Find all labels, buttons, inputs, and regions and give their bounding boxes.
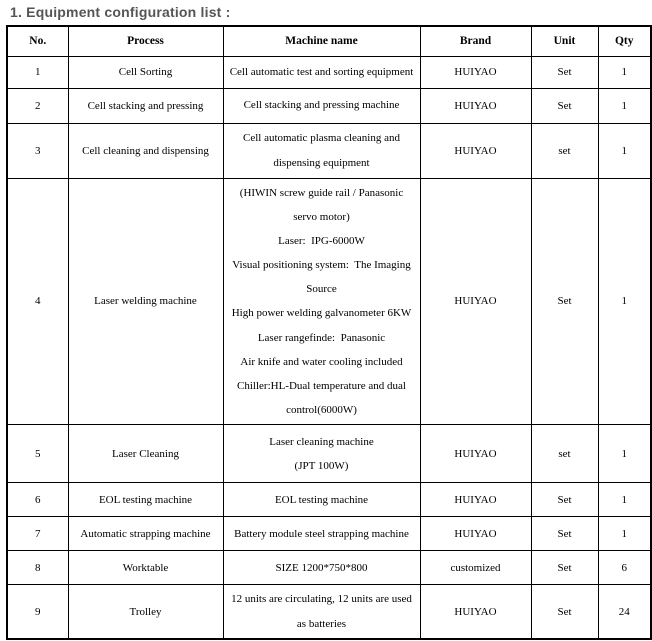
- cell-no: 5: [7, 425, 68, 483]
- column-header-machine-name: Machine name: [223, 26, 420, 56]
- cell-qty: 1: [598, 517, 651, 551]
- cell-process: Worktable: [68, 551, 223, 585]
- cell-brand: HUIYAO: [420, 483, 531, 517]
- cell-machine-name: Cell automatic test and sorting equipment: [223, 56, 420, 88]
- cell-machine-name: Battery module steel strapping machine: [223, 517, 420, 551]
- cell-process: Laser welding machine: [68, 178, 223, 425]
- table-row: [7, 178, 651, 425]
- column-header-no: No.: [7, 26, 68, 56]
- cell-no: 6: [7, 483, 68, 517]
- page-title: 1. Equipment configuration list :: [10, 4, 231, 20]
- column-header-brand: Brand: [420, 26, 531, 56]
- cell-brand: HUIYAO: [420, 88, 531, 123]
- cell-qty: 1: [598, 88, 651, 123]
- cell-brand: HUIYAO: [420, 123, 531, 178]
- cell-no: 7: [7, 517, 68, 551]
- column-header-process: Process: [68, 26, 223, 56]
- machine-spec-line: High power welding galvanometer 6KW: [231, 307, 412, 320]
- machine-spec-line: Chiller:HL-Dual temperature and dual control(6000W): [237, 380, 409, 417]
- cell-unit: Set: [531, 56, 598, 88]
- table-row: [7, 483, 651, 517]
- table-row: [7, 56, 651, 88]
- cell-machine-name: Cell automatic plasma cleaning and dispensing equipment: [223, 123, 420, 178]
- cell-brand: HUIYAO: [420, 517, 531, 551]
- cell-machine-name: SIZE 1200*750*800: [223, 551, 420, 585]
- cell-qty: 1: [598, 123, 651, 178]
- cell-brand: HUIYAO: [420, 425, 531, 483]
- cell-no: 9: [7, 585, 68, 639]
- cell-unit: Set: [531, 517, 598, 551]
- cell-qty: 1: [598, 178, 651, 425]
- cell-brand: customized: [420, 551, 531, 585]
- cell-unit: Set: [531, 585, 598, 639]
- cell-qty: 24: [598, 585, 651, 639]
- cell-process: Trolley: [68, 585, 223, 639]
- cell-process: Cell Sorting: [68, 56, 223, 88]
- table-header-row: [7, 26, 651, 56]
- cell-no: 1: [7, 56, 68, 88]
- cell-machine-name: [223, 178, 420, 425]
- cell-process: Laser Cleaning: [68, 425, 223, 483]
- column-header-unit: Unit: [531, 26, 598, 56]
- table-row: [7, 88, 651, 123]
- cell-process: Cell cleaning and dispensing: [68, 123, 223, 178]
- cell-process: Automatic strapping machine: [68, 517, 223, 551]
- cell-process: EOL testing machine: [68, 483, 223, 517]
- cell-no: 8: [7, 551, 68, 585]
- cell-no: 3: [7, 123, 68, 178]
- cell-unit: Set: [531, 483, 598, 517]
- cell-brand: HUIYAO: [420, 56, 531, 88]
- cell-process: Cell stacking and pressing: [68, 88, 223, 123]
- cell-no: 2: [7, 88, 68, 123]
- cell-no: 4: [7, 178, 68, 425]
- cell-qty: 1: [598, 483, 651, 517]
- cell-unit: set: [531, 123, 598, 178]
- cell-machine-name: 12 units are circulating, 12 units are used as batteries: [223, 585, 420, 639]
- table-row: [7, 425, 651, 483]
- cell-brand: HUIYAO: [420, 178, 531, 425]
- cell-unit: Set: [531, 551, 598, 585]
- equipment-configuration-table: [6, 25, 652, 640]
- machine-spec-line: Laser: IPG-6000W: [278, 234, 365, 247]
- table-row: [7, 551, 651, 585]
- cell-unit: Set: [531, 178, 598, 425]
- machine-spec-line: Visual positioning system: The Imaging Source: [232, 259, 414, 296]
- table-row: [7, 123, 651, 178]
- column-header-qty: Qty: [598, 26, 651, 56]
- cell-machine-name: EOL testing machine: [223, 483, 420, 517]
- cell-unit: set: [531, 425, 598, 483]
- table-row: [7, 517, 651, 551]
- machine-spec-line: (HIWIN screw guide rail / Panasonic servo motor): [239, 186, 406, 223]
- machine-spec-line: Laser cleaning machine: [269, 435, 374, 448]
- cell-unit: Set: [531, 88, 598, 123]
- cell-qty: 1: [598, 425, 651, 483]
- machine-spec-line: (JPT 100W): [294, 459, 349, 472]
- cell-qty: 6: [598, 551, 651, 585]
- table-row: [7, 585, 651, 639]
- cell-brand: HUIYAO: [420, 585, 531, 639]
- cell-machine-name: Cell stacking and pressing machine: [223, 88, 420, 123]
- machine-spec-line: Laser rangefinde: Panasonic: [257, 331, 386, 344]
- cell-qty: 1: [598, 56, 651, 88]
- cell-machine-name: [223, 425, 420, 483]
- machine-spec-line: Air knife and water cooling included: [240, 355, 403, 368]
